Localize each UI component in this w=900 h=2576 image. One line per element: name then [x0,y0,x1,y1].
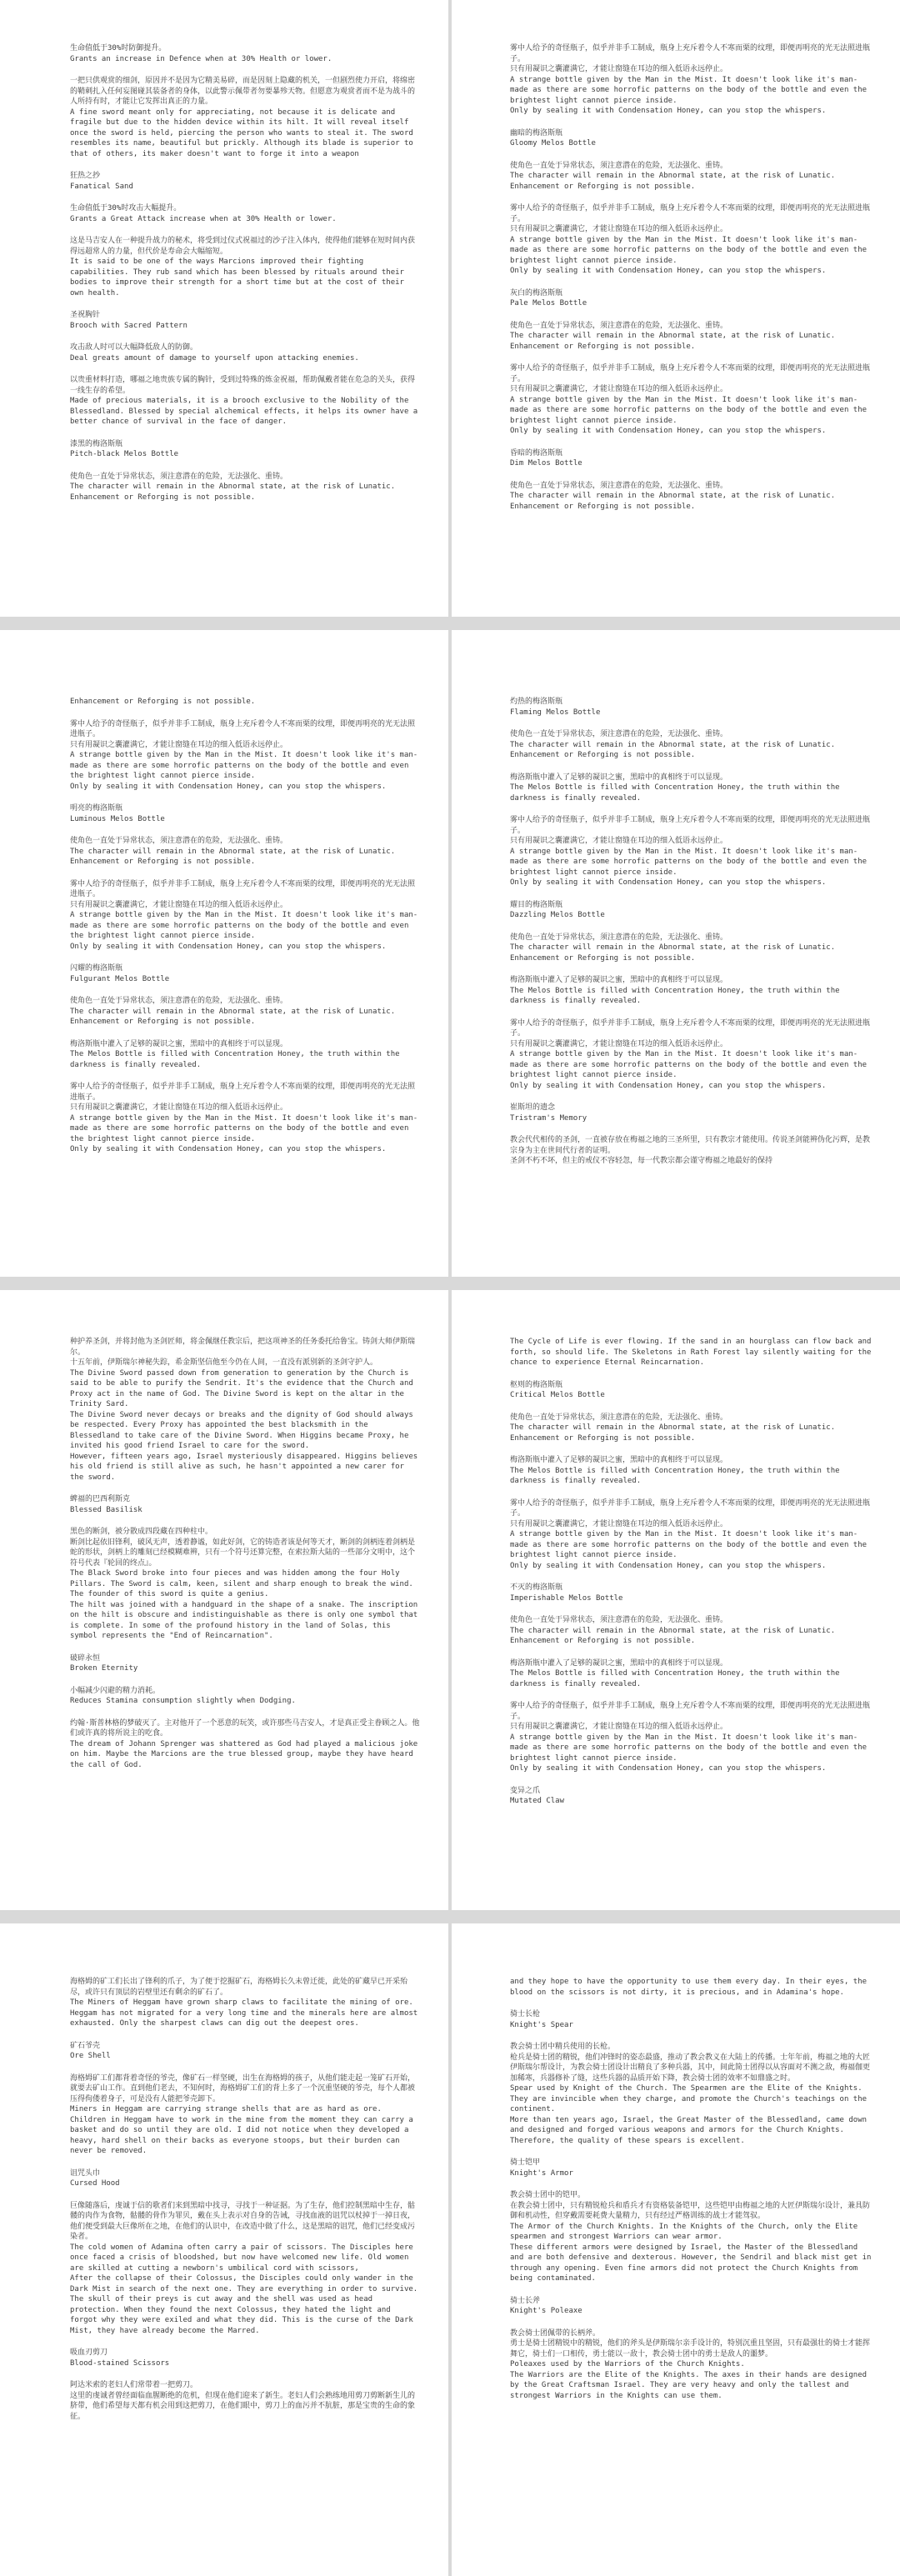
spread-4 [0,1923,900,2576]
text-block: 阿达米索的老妇人们常带着一把剪刀。 这里的虔诚者曾经面临血腥断绝的危机，但现在他们迎来了新生。老妇人们会熟练地用剪刀剪断新生儿的脐带，他们希望每天都有机会用到这把剪刀，在他们眼中，剪刀上的血污并不肮脏，那是宝贵的生命的象征。 [70,2381,416,2421]
text-block: 破碎永恒 Broken Eternity [70,1653,138,1673]
text-block: 教会骑士团佩带的长柄斧。 勇士是骑士团精锐中的精锐，他们的斧头是伊斯瑞尔亲手设计的，特别沉重且坚固，只有最强壮的骑士才能挥舞它，骑士们一口相传，勇士能以一敌十，教会骑士团中的勇士是敌人的噩梦。 Poleaxes used by the Warriors of the Church Knights. The Warriors are the Elite of the Knights. The axes in their hands are designed by the Great Craftsman Israel. They are very heavy and only the tallest and strongest Warriors in the Knights can use them. [510,2328,871,2400]
text-block: 雾中人给予的奇怪瓶子，似乎并非手工制成，瓶身上充斥着令人不寒而栗的纹理，即便再明亮的光无法照进瓶子。 只有用凝识之囊灌满它，才能让窗缝在耳边的细入低语永远停止。 A strange bottle given by the Man in the Mist. It doesn't look like it's man-made as there are some horrofic patterns on the body of the bottle and even the brightest light cannot pierce inside. Only by sealing it with Condensation Honey, can you stop the whispers. [70,1083,418,1153]
text-block: 以贵重材料打造，哪福之地贵族专属的胸针，受到过特殊的炼金祝福，帮助佩戴者能在危急的关头，获得一线生存的希望。 Made of precious materials, it is a brooch exclusive to the Nobility of the Blessedland. Blessed by special alchemical effects, it helps its owner have a better chance of survival in the face of danger. [70,376,418,426]
text-block: 崔斯坦的遗念 Tristram's Memory [510,1103,588,1123]
page-8 [452,1923,900,2576]
text-block: 使角色一直处于异常状态，须注意潜在的危险，无法强化、重铸。 The character will remain in the Abnormal state, at the risk of Lunatic. Enhancement or Reforging is not possible. [70,472,396,502]
page-1 [0,0,448,617]
text-block: 圣祝胸针 Brooch with Sacred Pattern [70,311,188,330]
text-block: 狂热之抄 Fanatical Sand [70,172,133,191]
text-block: 雾中人给予的奇怪瓶子，似乎并非手工制成，瓶身上充斥着令人不寒而栗的纹理，即便再明亮的光无法照进瓶子。 只有用凝识之囊灌满它，才能让窗缝在耳边的细入低语永远停止。 A strange bottle given by the Man in the Mist. It doesn't look like it's man-made as there are some horrofic patterns on the body of the bottle and even the brightest light cannot pierce inside. Only by sealing it with Condensation Honey, can you stop the whispers. [510,1498,871,1570]
text-block: 使角色一直处于异常状态，须注意潜在的危险，无法强化、重铸。 The character will remain in the Abnormal state, at the risk of Lunatic. Enhancement or Reforging is not possible. [510,730,836,759]
text-block: 梅洛斯瓶中灌入了足够的凝识之蜜，黑暗中的真相终于可以显现。 The Melos Bottle is filled with Concentration Honey, the truth within the darkness is finally revealed. [70,1039,400,1069]
text-block: 骑士长斧 Knight's Poleaxe [510,2296,582,2315]
text-block: and they hope to have the opportunity to use them every day. In their eyes, the blood on the scissors is not dirty, it is precious, and in Adamina's hope. [510,1978,872,1997]
text-block: 雾中人给予的奇怪瓶子，似乎并非手工制成，瓶身上充斥着令人不寒而栗的纹理，即便再明亮的光无法照进瓶子。 只有用凝识之囊灌满它，才能让窗缝在耳边的细入低语永远停止。 A strange bottle given by the Man in the Mist. It doesn't look like it's man-made as there are some horrofic patterns on the body of the bottle and even the brightest light cannot pierce inside. Only by sealing it with Condensation Honey, can you stop the whispers. [510,1018,871,1090]
spread-1 [0,0,900,617]
text-block: 吸血刃剪刀 Blood-stained Scissors [70,2348,170,2368]
text-block: 诅咒头巾 Cursed Hood [70,2168,120,2188]
text-block: 蜱福的巴西利斯克 Blessed Basilisk [70,1495,142,1514]
text-block: 矿石爷壳 Ore Shell [70,2041,111,2060]
text-block: 灼热的梅洛斯瓶 Flaming Melos Bottle [510,698,601,717]
text-block: 雾中人给予的奇怪瓶子，似乎并非手工制成，瓶身上充斥着令人不寒而栗的纹理，即便再明亮的光无法照进瓶子。 只有用凝识之囊灌满它，才能让窗缝在耳边的细入低语永远停止。 A strange bottle given by the Man in the Mist. It doesn't look like it's man-made as there are some horrofic patterns on the body of the bottle and even the brightest light cannot pierce inside. Only by sealing it with Condensation Honey, can you stop the whispers. [510,204,871,275]
text-block: 雾中人给予的奇怪瓶子，似乎并非手工制成，瓶身上充斥着令人不寒而栗的纹理，即便再明亮的光无法照进瓶子。 只有用凝识之囊灌满它，才能让窗缝在耳边的细入低语永远停止。 A strange bottle given by the Man in the Mist. It doesn't look like it's man-made as there are some horrofic patterns on the body of the bottle and even the brightest light cannot pierce inside. Only by sealing it with Condensation Honey, can you stop the whispers. [70,719,418,791]
text-block: 生命值低于30%时防御提升。 Grants an increase in Defence when at 30% Health or lower. [70,44,332,63]
text-block: 不灭的梅洛斯瓶 Imperishable Melos Bottle [510,1583,623,1603]
text-block: 教会骑士团中精兵使用的长枪。 枪兵是骑士团的精锐，他们冲锋时的姿态最盛，推动了教会教义在大陆上的传播。士年年前，梅福之地的大匠伊斯瑞尔帮设计，为教会骑士团设计出精良了多种兵器，其中，间此简士团得以从容面对不测之敌，梅福伽更加稀寒，兵器修补了缝，这些兵器的品质开始下降，教会骑士团的效率不如鼎盛之时。 Spear used by Knight of the Church. The Spearmen are the Elite of the Knights. They are invincible when they charge, and promote the Church's teachings on the continent. More than ten years ago, Israel, the Great Master of the Blessedland, came down and designed and forged various weapons and armors for the Church Knights. Therefore, the quality of these spears is excellent. [510,2043,871,2145]
text-block: 使角色一直处于异常状态，须注意潜在的危险，无法强化、重铸。 The character will remain in the Abnormal state, at the risk of Lunatic. Enhancement or Reforging is not possible. [510,161,836,191]
page-7 [0,1923,448,2576]
text-block: 漆黑的梅洛斯瓶 Pitch-black Melos Bottle [70,439,179,458]
text-block: 雾中人给予的奇怪瓶子，似乎并非手工制成，瓶身上充斥着令人不寒而栗的纹理，即便再明亮的光无法照进瓶子。 只有用凝识之囊灌满它，才能让窗缝在耳边的细入低语永远停止。 A strange bottle given by the Man in the Mist. It doesn't look like it's man-made as there are some horrofic patterns on the body of the bottle and even the brightest light cannot pierce inside. Only by sealing it with Condensation Honey, can you stop the whispers. [510,364,871,435]
text-block: 骑士长枪 Knight's Spear [510,2010,573,2029]
text-block: 幽暗的梅洛斯瓶 Gloomy Melos Bottle [510,128,596,148]
text-block: 骑士铠甲 Knight's Armor [510,2158,573,2178]
page-3 [0,630,448,1277]
text-block: 约翰·斯普林格的梦破灭了。主对他开了一个恶意的玩笑，或许那些马吉安人，才是真正受主眷顾之人。他们或许真的将所说主的吃食。 The dream of Johann Sprenger was shattered as God had played a malicious joke on him. Maybe the Marcions are the true blessed group, maybe they have heard the call of God. [70,1718,420,1769]
text-block: 教会代代相传的圣剑，一直被存放在梅福之地的三圣所里，只有教宗才能使用。传说圣剑能辨伪化污辉，是教宗身为主在世间代行者的证明。 圣剑不朽不坏，但主的戒仪不容轻忽，每一代教宗都会谨守梅福之地最好的保持 [510,1136,871,1165]
text-block: 昏暗的梅洛斯瓶 Dim Melos Bottle [510,448,582,468]
text-block: 使角色一直处于异常状态，须注意潜在的危险，无法强化、重铸。 The character will remain in the Abnormal state, at the risk of Lunatic. Enhancement or Reforging is not possible. [510,321,836,351]
text-block: 海格姆的矿工们长出了锋利的爪子，为了便于挖掘矿石，海格姆长久未曾迁徙，此处的矿藏早已开采殆尽，或许只有顶层的岩壁里还有剩余的矿石了。 The Miners of Heggam have grown sharp claws to facilitate the mining of ore. Heggam has not migrated for a very long time and the minerals here are almost exhausted. Only the sharpest claws can dig out the deepest ores. [70,1978,418,2028]
text-block: 耀目的梅洛斯瓶 Dazzling Melos Bottle [510,900,605,919]
text-block: 梅洛斯瓶中灌入了足够的凝识之蜜，黑暗中的真相终于可以显现。 The Melos Bottle is filled with Concentration Honey, the truth within the darkness is finally revealed. [510,1658,840,1688]
page-6 [452,1290,900,1910]
text-block: Enhancement or Reforging is not possible. [70,698,256,706]
text-block: The Cycle of Life is ever flowing. If the sand in an hourglass can flow back and forth, so should life. The Skeletons in Rath Forest lay silently waiting for the chance to experience Eternal Reincarnation. [510,1338,876,1367]
text-block: 小幅减少闪避的精力消耗。 Reduces Stamina consumption slightly when Dodging. [70,1686,296,1705]
text-block: 一把只供观赏的细剑，原因并不是因为它精美易碎，而是因刻上隐藏的机关，一但剧烈使力开启，将绵密的鞘刺扎入任何妄图碰其装备者的身体，以此警示佩带者勿要暴殄天物。但愿意为观赏者而不是为战斗的人所持有时，才能让它发挥出真正的力量。 A fine sword meant only for appreciating, not because it is delicate and fragile but due to the hidden device within its hilt. It will reveal itself once the sword is held, piercing the person who wants to steal it. The sword resembles its name, beautiful but prickly. Although its blade is superior to that of others, its maker doesn't want to forge it into a weapon [70,77,416,158]
page-2 [452,0,900,617]
text-block: 使角色一直处于异常状态，须注意潜在的危险，无法强化、重铸。 The character will remain in the Abnormal state, at the risk of Lunatic. Enhancement or Reforging is not possible. [70,837,396,866]
page-4 [452,630,900,1277]
text-block: 枢则的梅洛斯瓶 Critical Melos Bottle [510,1380,605,1399]
text-block: 巨像随落后，虔诚于信的歌者们来到黑暗中找寻，寻找于一种证据。为了生存，他们控制黑暗中生存，骷髅的肉作为食物，骷髅的骨作为罪贝，戴在头上表示对自身的告诫，寻找血液的诅咒以杖掉于一掉日夜，他们便受到最大巨像所在之地，在他们的认识中，在改造中做了什么，这是黑暗的诅咒，他们已经变成污染者。 The cold women of Adamina often carry a pair of scissors. The Disciples here once faced a crisis of bloodshed, but now have welcomed new life. Old women are skilled at cutting a newborn's umbilical cord with scissors, After the collapse of their Colossus, the Disciples could only wander in the Dark Mist in search of the next one. They are everything in order to survive. The skull of their preys is cut away and the shell was used as head protection. When they found the next Colossus, they hated the light and forgot why they were exiled and what they did. This is the curse of the Dark Mist, they have already become the Marred. [70,2201,418,2335]
text-block: 梅洛斯瓶中灌入了足够的凝识之蜜，黑暗中的真相终于可以显现。 The Melos Bottle is filled with Concentration Honey, the truth within the darkness is finally revealed. [510,1456,840,1485]
page-5 [0,1290,448,1910]
text-block: 变异之爪 Mutated Claw [510,1786,565,1805]
text-block: 明亮的梅洛斯瓶 Luminous Melos Bottle [70,804,165,823]
text-block: 使角色一直处于异常状态，须注意潜在的危险，无法强化、重铸。 The character will remain in the Abnormal state, at the risk of Lunatic. Enhancement or Reforging is not possible. [70,997,396,1026]
text-block: 使角色一直处于异常状态，须注意潜在的危险，无法强化、重铸。 The character will remain in the Abnormal state, at the risk of Lunatic. Enhancement or Reforging is not possible. [510,1616,836,1645]
text-block: 使角色一直处于异常状态，须注意潜在的危险，无法强化、重铸。 The character will remain in the Abnormal state, at the risk of Lunatic. Enhancement or Reforging is not possible. [510,1413,836,1443]
text-block: 种护养圣剑，并将封他为圣剑匠师，将金佩继任教宗后，把这项神圣的任务委托给鲁宝。铸剑大师伊斯瑞尔。 十五年前，伊斯瑞尔神秘失踪，希金斯坚信他至今仍在人间，一直没有派别新的圣剑守护人。 The Divine Sword passed down from generation to generation by the Church is said to be able to purify the Sendrit. It's the evidence that the Church and Proxy act in the name of God. The Divine Sword is kept on the altar in the Trinity Sard. The Divine Sword never decays or breaks and the dignity of God should always be respected. Every Proxy has appointed the best blacksmith in the Blessedland to take care of the Divine Sword. When Higgins became Proxy, he invited his good friend Israel to care for the sword. However, fifteen years ago, Israel mysteriously disappeared. Higgins believes his old friend is still alive as such, he hasn't appointed a new carer for the sword. [70,1338,418,1482]
text-block: 雾中人给予的奇怪瓶子，似乎并非手工制成，瓶身上充斥着令人不寒而栗的纹理，即便再明亮的光无法照进瓶子。 只有用凝识之囊灌满它，才能让窗缝在耳边的细入低语永远停止。 A strange bottle given by the Man in the Mist. It doesn't look like it's man-made as there are some horrofic patterns on the body of the bottle and even the brightest light cannot pierce inside. Only by sealing it with Condensation Honey, can you stop the whispers. [70,879,418,951]
text-block: 雾中人给予的奇怪瓶子，似乎并非手工制成，瓶身上充斥着令人不寒而栗的纹理，即便再明亮的光无法照进瓶子。 只有用凝识之囊灌满它，才能让窗缝在耳边的细入低语永远停止。 A strange bottle given by the Man in the Mist. It doesn't look like it's man-made as there are some horrofic patterns on the body of the bottle and even the brightest light cannot pierce inside. Only by sealing it with Condensation Honey, can you stop the whispers. [510,44,871,115]
text-block: 雾中人给予的奇怪瓶子，似乎并非手工制成，瓶身上充斥着令人不寒而栗的纹理，即便再明亮的光无法照进瓶子。 只有用凝识之囊灌满它，才能让窗缝在耳边的细入低语永远停止。 A strange bottle given by the Man in the Mist. It doesn't look like it's man-made as there are some horrofic patterns on the body of the bottle and even the brightest light cannot pierce inside. Only by sealing it with Condensation Honey, can you stop the whispers. [510,816,871,887]
text-block: 使角色一直处于异常状态，须注意潜在的危险，无法强化、重铸。 The character will remain in the Abnormal state, at the risk of Lunatic. Enhancement or Reforging is not possible. [510,481,836,511]
text-block: 梅洛斯瓶中灌入了足够的凝识之蜜，黑暗中的真相终于可以显现。 The Melos Bottle is filled with Concentration Honey, the truth within the darkness is finally revealed. [510,773,840,803]
text-block: 攻击敌人时可以大幅降低敌人的防御。 Deal greats amount of damage to yourself upon attacking enemies. [70,343,359,363]
text-block: 使角色一直处于异常状态，须注意潜在的危险，无法强化、重铸。 The character will remain in the Abnormal state, at the risk of Lunatic. Enhancement or Reforging is not possible. [510,933,836,963]
text-block: 海格姆矿工们都背着奇怪的爷壳，像矿石一样坚硬，出生在海格姆的孩子，从他们能走起一笼矿石开始，就要去矿山工作。直到他们老去，不知何时，海格姆矿工们的背上多了一个沉重坚硬的爷壳，每个人都被压得佝偻着身子，可是没有人能把爷壳卸下。 Miners in Heggam are carrying strange shells that are as hard as ore. Children in Heggam have to work in the mine from the moment they can carry a basket and do so until they are old. I did not notice when they developed a heavy, hard shell on their backs as everyone stoops, but their burden can never be removed. [70,2073,416,2155]
text-block: 闪耀的梅洛斯瓶 Fulgurant Melos Bottle [70,964,170,983]
text-block: 生命值低于30%时攻击大幅提升。 Grants a Great Attack increase when at 30% Health or lower. [70,204,337,223]
text-block: 梅洛斯瓶中灌入了足够的凝识之蜜，黑暗中的真相终于可以显现。 The Melos Bottle is filled with Concentration Honey, the truth within the darkness is finally revealed. [510,976,840,1005]
text-block: 雾中人给予的奇怪瓶子，似乎并非手工制成，瓶身上充斥着令人不寒而栗的纹理，即便再明亮的光无法照进瓶子。 只有用凝识之囊灌满它，才能让窗缝在耳边的细入低语永远停止。 A strange bottle given by the Man in the Mist. It doesn't look like it's man-made as there are some horrofic patterns on the body of the bottle and even the brightest light cannot pierce inside. Only by sealing it with Condensation Honey, can you stop the whispers. [510,1702,871,1773]
text-block: 黑色的断剑，被分散成四段藏在四种柱中。 断剑比起依旧锋利，破风无声，透着静谧，如此好剑，它的铸造者该是何等天才，断剑的剑柄连着剑柄是蛇的形状，剑柄上的雕刻已经模糊难辨，只有一个符号还算完整，在索拉斯大陆的一些部分文明中，这个符号代表『轮回的终点』。 The Black Sword broke into four pieces and was hidden among the four Holy Pillars. The Sword is calm, keen, silent and sharp enough to break the wind. The founder of this sword is quite a genius. The hilt was joined with a handguard in the shape of a snake. The inscription on the hilt is obscure and indistinguishable as there is only one symbol that is complete. In some of the profound history in the land of Solas, this symbol represents the "End of Reincarnation". [70,1528,418,1640]
text-block: 这是马吉安人在一种提升战力的秘术，将受到过仪式祝福过的沙子注入体内，使得他们能够在短时间内获得远超常人的力量，但代价是寿命会大幅缩短。 It is said to be one of the ways Marcions improved their fighting capabilities. They rub sand which has been blessed by rituals around their bodies to improve their strength for a short time but at the cost of their own health. [70,237,416,298]
spread-2 [0,630,900,1277]
text-block: 灰白的梅洛斯瓶 Pale Melos Bottle [510,288,588,308]
text-block: 教会骑士团中的铠甲。 在教会骑士团中，只有精锐枪兵和盾兵才有资格装备铠甲，这些铠甲由梅福之地的大匠伊斯瑞尔设计，兼具防御和机动性，但穿戴需要耗费大量精力，只有经过严格训练的战士才能驾驭。 The Armor of the Church Knights. In the Knights of the Church, only the Elite spearmen and strongest Warriors can wear armor. These different armors were designed by Israel, the Master of the Blessedland and are both defensive and dexterous. However, the Sendril and black mist get in through any opening. Even fine armors did not protect the Church Knights from being contaminated. [510,2191,872,2283]
spread-3 [0,1290,900,1910]
